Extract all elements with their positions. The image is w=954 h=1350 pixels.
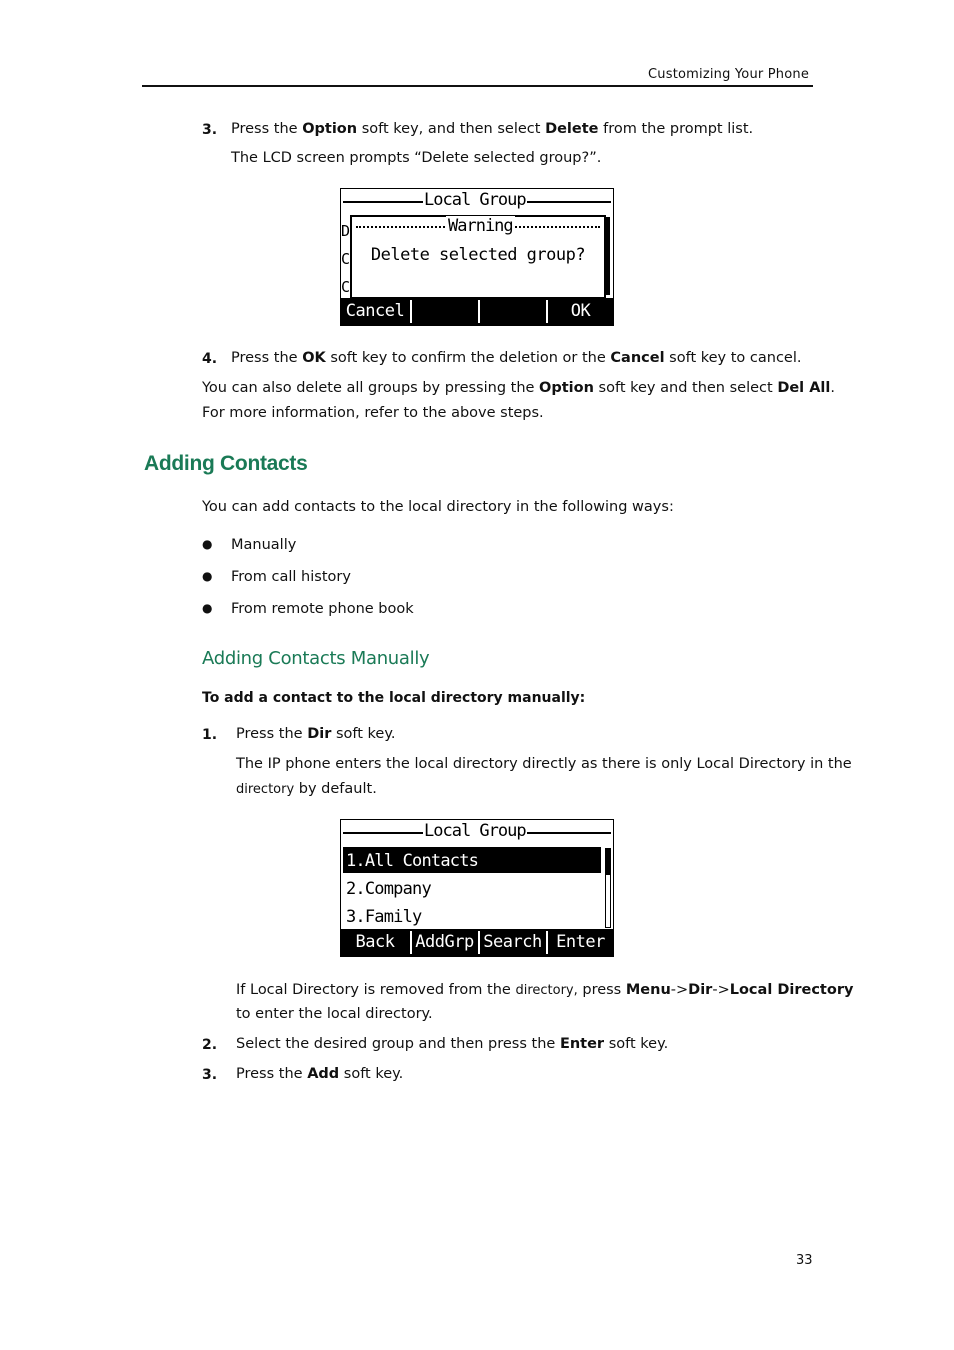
lcd-row-letters: D C C [341, 222, 351, 296]
lcd-title-bar [341, 820, 613, 842]
lcd-scrollbar [605, 848, 611, 928]
procedure-title: To add a contact to the local directory manually: [202, 690, 586, 706]
warning-message: Delete selected group? [370, 245, 586, 265]
softkey-ok: OK [570, 301, 591, 321]
step-note: If Local Directory is removed from the directory, press Menu->Dir->Local Directory [236, 982, 854, 998]
lcd-scrollbar [606, 217, 610, 295]
paragraph: You can add contacts to the local directory in the following ways: [202, 499, 674, 515]
step-text: Press the Add soft key. [236, 1066, 404, 1082]
subsection-heading: Adding Contacts Manually [202, 648, 430, 669]
page-number: 33 [796, 1253, 813, 1268]
softkey-addgrp: AddGrp [415, 932, 474, 952]
step-text: Press the Option soft key, and then select Delete from the prompt list. [231, 121, 754, 137]
list-item: From remote phone book [231, 601, 414, 617]
warning-label: Warning [448, 216, 513, 236]
step-text: Select the desired group and then press the Enter soft key. [236, 1036, 669, 1052]
step-text: Press the Dir soft key. [236, 726, 396, 742]
step-number: 3. [202, 1067, 218, 1083]
bullet-icon: ● [202, 601, 213, 615]
lcd-softkey-bar [341, 929, 613, 956]
step-note: directory by default. [236, 781, 377, 797]
step-note: The LCD screen prompts “Delete selected group?”. [231, 150, 602, 166]
running-header: Customizing Your Phone [648, 67, 810, 82]
softkey-enter: Enter [556, 932, 605, 952]
list-item: Manually [231, 537, 297, 553]
step-note: The IP phone enters the local directory directly as there is only Local Directory in the [236, 756, 852, 772]
lcd-list-item: 1.All Contacts [346, 851, 479, 871]
lcd-list-item: 3.Family [346, 907, 422, 927]
step-number: 4. [202, 351, 218, 367]
bullet-icon: ● [202, 569, 213, 583]
softkey-search: Search [483, 932, 542, 952]
step-number: 2. [202, 1037, 218, 1053]
lcd-screenshot-delete-group [340, 188, 614, 326]
softkey-cancel: Cancel [345, 301, 405, 321]
section-heading: Adding Contacts [144, 452, 308, 475]
list-item: From call history [231, 569, 351, 585]
lcd-title: Local Group [424, 190, 526, 210]
paragraph: For more information, refer to the above steps. [202, 405, 544, 421]
softkey-empty-2 [480, 298, 545, 325]
step-number: 3. [202, 122, 218, 138]
lcd-screenshot-local-group [340, 819, 614, 957]
lcd-title-bar [341, 189, 613, 211]
softkey-back: Back [355, 932, 395, 952]
softkey-empty-1 [412, 298, 477, 325]
lcd-list-item: 2.Company [346, 879, 431, 899]
header-rule [142, 85, 813, 87]
lcd-softkey-bar [341, 298, 613, 325]
step-text: Press the OK soft key to confirm the deletion or the Cancel soft key to cancel. [231, 350, 802, 366]
step-note: to enter the local directory. [236, 1006, 433, 1022]
warning-dialog [350, 215, 606, 299]
lcd-title: Local Group [424, 821, 526, 841]
paragraph: You can also delete all groups by pressing the Option soft key and then select Del All. [202, 380, 835, 396]
step-number: 1. [202, 727, 218, 743]
bullet-icon: ● [202, 537, 213, 551]
